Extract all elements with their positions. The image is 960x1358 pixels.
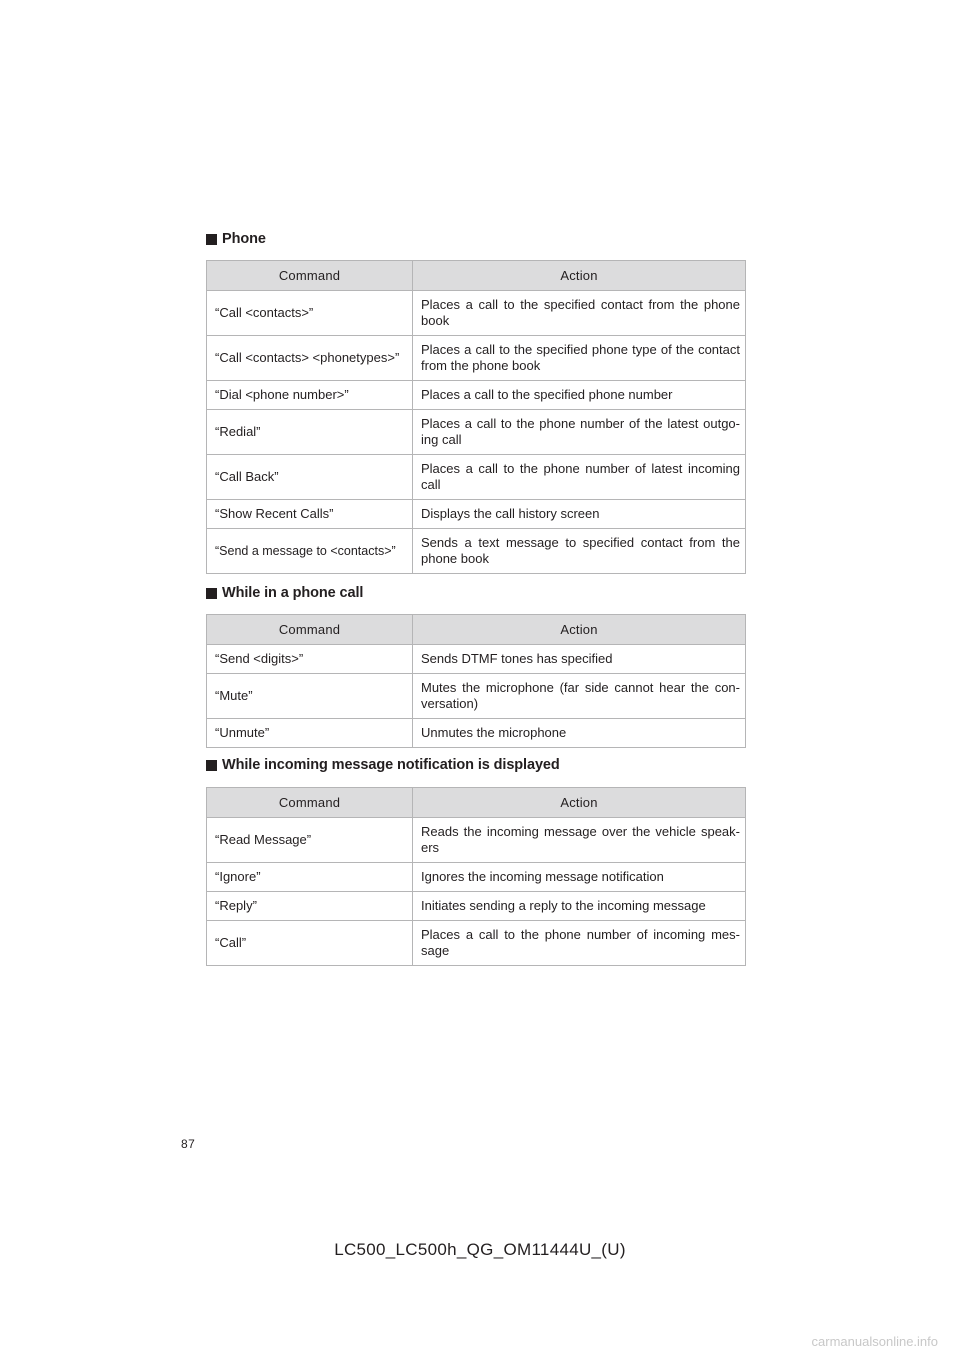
- command-cell: “Call”: [207, 921, 413, 966]
- column-header-action: Action: [413, 615, 746, 645]
- action-cell: Unmutes the microphone: [413, 719, 746, 748]
- table-row: [207, 818, 746, 863]
- table-header-row: [207, 261, 746, 291]
- action-cell: Mutes the microphone (far side cannot hear the con-versation): [413, 674, 746, 719]
- command-cell: “Reply”: [207, 892, 413, 921]
- page-number: 87: [181, 1137, 196, 1151]
- action-cell: Places a call to the specified contact from the phone book: [413, 291, 746, 336]
- action-cell: Reads the incoming message over the vehicle speak-ers: [413, 818, 746, 863]
- command-cell: “Call Back”: [207, 455, 413, 500]
- action-cell: Places a call to the phone number of latest incoming call: [413, 455, 746, 500]
- command-cell: “Send <digits>”: [207, 645, 413, 674]
- table-row: [207, 674, 746, 719]
- command-cell: “Read Message”: [207, 818, 413, 863]
- document-code-footer: LC500_LC500h_QG_OM11444U_(U): [334, 1240, 626, 1259]
- square-bullet-icon: [206, 588, 217, 599]
- table-row: [207, 529, 746, 574]
- table-row: [207, 892, 746, 921]
- section-heading-message-notification: While incoming message notification is displayed: [206, 757, 560, 773]
- column-header-command: Command: [207, 261, 413, 291]
- message-commands-table: [206, 787, 746, 966]
- action-cell: Initiates sending a reply to the incoming message: [413, 892, 746, 921]
- table-header-row: [207, 615, 746, 645]
- column-header-command: Command: [207, 615, 413, 645]
- column-header-command: Command: [207, 788, 413, 818]
- action-cell: Sends a text message to specified contact from the phone book: [413, 529, 746, 574]
- command-cell: “Ignore”: [207, 863, 413, 892]
- table-header-row: [207, 788, 746, 818]
- command-cell: “Send a message to <contacts>”: [207, 529, 413, 574]
- square-bullet-icon: [206, 760, 217, 771]
- in-call-commands-table: [206, 614, 746, 748]
- section-heading-in-call: While in a phone call: [206, 585, 363, 601]
- table-row: [207, 921, 746, 966]
- command-cell: “Call <contacts>”: [207, 291, 413, 336]
- action-cell: Places a call to the phone number of incoming mes-sage: [413, 921, 746, 966]
- action-cell: Places a call to the phone number of the latest outgo-ing call: [413, 410, 746, 455]
- action-cell: Ignores the incoming message notification: [413, 863, 746, 892]
- command-cell: “Mute”: [207, 674, 413, 719]
- phone-commands-table: [206, 260, 746, 574]
- command-cell: “Unmute”: [207, 719, 413, 748]
- action-cell: Places a call to the specified phone number: [413, 381, 746, 410]
- action-cell: Sends DTMF tones has specified: [413, 645, 746, 674]
- section-heading-phone: Phone: [206, 231, 266, 247]
- table-row: [207, 719, 746, 748]
- table-row: [207, 645, 746, 674]
- watermark: carmanualsonline.info: [811, 1334, 938, 1349]
- table-row: [207, 410, 746, 455]
- action-cell: Displays the call history screen: [413, 500, 746, 529]
- command-cell: “Dial <phone number>”: [207, 381, 413, 410]
- table-row: [207, 500, 746, 529]
- table-row: [207, 863, 746, 892]
- command-cell: “Call <contacts> <phonetypes>”: [207, 336, 413, 381]
- table-row: [207, 455, 746, 500]
- column-header-action: Action: [413, 261, 746, 291]
- table-row: [207, 336, 746, 381]
- table-row: [207, 381, 746, 410]
- command-cell: “Redial”: [207, 410, 413, 455]
- table-row: [207, 291, 746, 336]
- command-cell: “Show Recent Calls”: [207, 500, 413, 529]
- square-bullet-icon: [206, 234, 217, 245]
- column-header-action: Action: [413, 788, 746, 818]
- action-cell: Places a call to the specified phone type of the contact from the phone book: [413, 336, 746, 381]
